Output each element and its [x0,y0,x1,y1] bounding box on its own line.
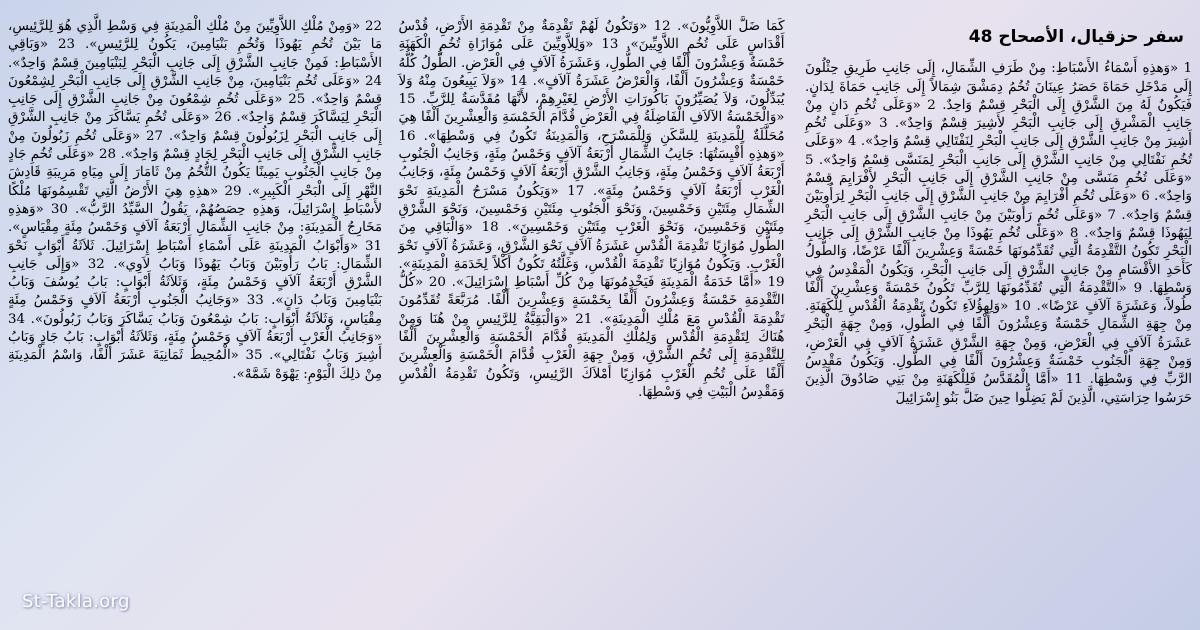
column-middle [397,4,787,626]
page [6,4,1194,626]
column-left [6,4,384,626]
column-right-text: 1 «وَهذِهِ أَسْمَاءُ الأَسْبَاطِ: مِنْ طَرَفِ الشِّمَالِ، إِلَى جَانِبِ طَرِيقِ حِثْلُونَ إِلَى مَدْخَلِ حَمَاةَ حَصَرُ عِينَانَ تُخُمُ دِمَشْقَ شِمَالاً إِلَى جَانِبِ حَمَاةَ لِدَانٍ. فَيَكُونُ لَهُ مِنَ الشَّرْقِ إِلَى الْبَحْرِ قِسْمٌ وَاحِدٌ. 2 «وَعَلَى تُخُمِ دَانٍ مِنْ جَانِبِ الْمَشْرِقِ إِلَى جَانِبِ الْبَحْرِ لأَشِيرَ قِسْمٌ وَاحِدٌ». 3 «وَعَلَى تُخُمِ أَشِيرَ مِنْ جَانِبِ الشَّرْقِ إِلَى جَانِبِ الْبَحْرِ لِنَفْتَالِي قِسْمٌ وَاحِدٌ». 4 «وَعَلَى تُخُمِ نَفْتَالِي مِنْ جَانِبِ الشَّرْقِ إِلَى جَانِبِ الْبَحْرِ لِمَنَسَّى قِسْمٌ وَاحِدٌ». 5 «وَعَلَى تُخُمِ مَنَسَّى مِنْ جَانِبِ الشَّرْقِ إِلَى جَانِبِ الْبَحْرِ لأَفْرَايِمَ قِسْمٌ وَاحِدٌ». 6 «وَعَلَى تُخُمِ أَفْرَايِمَ مِنْ جَانِبِ الشَّرْقِ إِلَى جَانِبِ الْبَحْرِ لِرَأُوبَيْنَ قِسْمٌ وَاحِدٌ». 7 «وَعَلَى تُخُمِ رَأُوبَيْنَ مِنْ جَانِبِ الشَّرْقِ إِلَى جَانِبِ الْبَحْرِ لِيَهُوذَا قِسْمٌ وَاحِدٌ». 8 «وَعَلَى تُخُمِ يَهُوذَا مِنْ جَانِبِ الشَّرْقِ إِلَى جَانِبِ الْبَحْرِ تَكُونُ التَّقْدِمَةُ الَّتِي تُقَدِّمُونَهَا خَمْسَةً وَعِشْرِينَ أَلْفًا عَرْضًا، وَالطُّولُ كَأَحَدِ الأَقْسَامِ مِنْ جَانِبِ الشَّرْقِ إِلَى جَانِبِ الْبَحْرِ، وَيَكُونُ الْمَقْدِسُ فِي وَسْطِهَا. 9 «التَّقْدِمَةُ الَّتِي تُقَدِّمُونَهَا لِلرَّبِّ تَكُونُ خَمْسَةً وَعِشْرِينَ أَلْفًا طُولاً، وَعَشَرَةَ آلاَفٍ عَرْضًا». 10 «وَلِهؤُلاَءِ تَكُونُ تَقْدِمَةُ الْقُدْسِ لِلْكَهَنَةِ. مِنْ جِهَةِ الشِّمَالِ خَمْسَةٌ وَعِشْرُونَ أَلْفًا فِي الطُّولِ، وَمِنْ جِهَةِ الْبَحْرِ عَشَرَةُ آلاَفٍ فِي الْعَرْضِ، وَمِنْ جِهَةِ الشَّرْقِ عَشَرَةُ آلاَفٍ فِي الْعَرْضِ، وَمِنْ جِهَةِ الْجَنُوبِ خَمْسَةٌ وَعِشْرُونَ أَلْفًا فِي الطُّولِ. وَيَكُونُ مَقْدِسُ الرَّبِّ فِي وَسْطِهَا. 11 «أَمَّا الْمُقَدَّسُ فَلِلْكَهَنَةِ مِنْ بَنِي صَادُوقَ الَّذِينَ حَرَسُوا حِرَاسَتِي، الَّذِينَ لَمْ يَضِلُّوا حِينَ ضَلَّ بَنُو إِسْرَائِيلَ [805,61,1193,406]
column-left-text: 22 «وَمِنْ مُلْكِ اللاَّوِيِّينَ مِنْ مُلْكِ الْمَدِينَةِ فِي وَسْطِ الَّذِي هُوَ لِلرَّئِيسِ، مَا بَيْنَ تُخُمِ يَهُوذَا وَتُخُمِ بَنْيَامِينَ، يَكُونُ لِلرَّئِيسِ». 23 «وَبَاقِي الأَسْبَاطِ: فَمِنْ جَانِبِ الشَّرْقِ إِلَى جَانِبِ الْبَحْرِ لِبَنْيَامِينَ قِسْمٌ وَاحِدٌ». 24 «وَعَلَى تُخُمِ بَنْيَامِينَ، مِنْ جَانِبِ الشَّرْقِ إِلَى جَانِبِ الْبَحْرِ لِشِمْعُونَ قِسْمٌ وَاحِدٌ». 25 «وَعَلَى تُخُمِ شِمْعُونَ مِنْ جَانِبِ الشَّرْقِ إِلَى جَانِبِ الْبَحْرِ لِيَسَّاكَرَ قِسْمٌ وَاحِدٌ». 26 «وَعَلَى تُخُمِ يَسَّاكَرَ مِنْ جَانِبِ الشَّرْقِ إِلَى جَانِبِ الْبَحْرِ لِزَبُولُونَ قِسْمٌ وَاحِدٌ». 27 «وَعَلَى تُخُمِ زَبُولُونَ مِنْ جَانِبِ الشَّرْقِ إِلَى جَانِبِ الْبَحْرِ لِجَادٍ قِسْمٌ وَاحِدٌ». 28 «وَعَلَى تُخُمِ جَادٍ مِنْ جَانِبِ الْجَنُوبِ يَمِينًا يَكُونُ التُّخُمُ مِنْ ثَامَارَ إِلَى مِيَاهِ مَرِيبَةِ قَادِشَ النَّهْرِ إِلَى الْبَحْرِ الْكَبِيرِ». 29 «هذِهِ هِيَ الأَرْضُ الَّتِي تَقْسِمُونَهَا مُلْكًا لأَسْبَاطِ إِسْرَائِيلَ، وَهذِهِ حِصَصُهُمْ، يَقُولُ السَّيِّدُ الرَّبُّ». 30 «وَهذِهِ مَخَارِجُ الْمَدِينَةِ: مِنْ جَانِبِ الشِّمَالِ أَرْبَعَةُ آلاَفٍ وَخَمْسُ مِئَةٍ مِقْيَاسٍ». 31 «وَأَبْوَابُ الْمَدِينَةِ عَلَى أَسْمَاءِ أَسْبَاطِ إِسْرَائِيلَ. ثَلاَثَةُ أَبْوَابٍ نَحْوَ الشِّمَالِ: بَابُ رَأُوبَيْنَ وَبَابُ يَهُوذَا وَبَابُ لاَوِي». 32 «وَإِلَى جَانِبِ الشَّرْقِ أَرْبَعَةُ آلاَفٍ وَخَمْسُ مِئَةٍ، وَثَلاَثَةُ أَبْوَابٍ: بَابُ يُوسُفَ وَبَابُ بَنْيَامِينَ وَبَابُ دَانٍ». 33 «وَجَانِبُ الْجَنُوبِ أَرْبَعَةُ آلاَفٍ وَخَمْسُ مِئَةٍ مِقْيَاسٍ، وَثَلاَثَةُ أَبْوَابٍ: بَابُ شِمْعُونَ وَبَابُ يَسَّاكَرَ وَبَابُ زَبُولُونَ». 34 «وَجَانِبُ الْغَرْبِ أَرْبَعَةُ آلاَفٍ وَخَمْسُ مِئَةٍ، وَثَلاَثَةُ أَبْوَابٍ: بَابُ جَادٍ وَبَابُ أَشِيرَ وَبَابُ نَفْتَالِي». 35 «الْمُحِيطُ ثَمَانِيَةَ عَشَرَ أَلْفًا، وَاسْمُ الْمَدِينَةِ مِنْ ذلِكَ الْيَوْمِ: يَهْوَهْ شَمَّهْ». [8,19,382,382]
site-watermark: St-Takla.org [22,591,130,612]
column-middle-text: كَمَا ضَلَّ اللاَّوِيُّونَ». 12 «وَتَكُونُ لَهُمْ تَقْدِمَةٌ مِنْ تَقْدِمَةِ الأَرْضِ، قُدْسُ أَقْدَاسٍ عَلَى تُخُمِ اللاَّوِيِّينَ». 13 «وَلِلاَّوِيِّينَ عَلَى مُوَازَاةِ تُخُمِ الْكَهَنَةِ خَمْسَةٌ وَعِشْرُونَ أَلْفًا فِي الطُّولِ، وَعَشَرَةُ آلاَفٍ فِي الْعَرْضِ. الطُّولُ كُلُّهُ خَمْسَةٌ وَعِشْرُونَ أَلْفًا، وَالْعَرْضُ عَشَرَةُ آلاَفٍ». 14 «وَلاَ يَبِيعُونَ مِنْهُ وَلاَ يُبَدِّلُونَ، وَلاَ يُصَيِّرُونَ بَاكُورَاتِ الأَرْضِ لِغَيْرِهِمْ، لأَنَّهَا مُقَدَّسَةٌ لِلرَّبِّ. 15 «وَالْخَمْسَةُ الآلاَفِ الْفَاضِلَةُ فِي الْعَرْضِ قُدَّامَ الْخَمْسَةِ وَالْعِشْرِينَ أَلْفًا هِيَ مُحَلَّلَةٌ لِلْمَدِينَةِ لِلسَّكَنِ وَلِلْمَسْرَحِ، وَالْمَدِينَةُ تَكُونُ فِي وَسْطِهَا». 16 «وَهذِهِ أَقْيِسَتُهَا: جَانِبُ الشِّمَالِ أَرْبَعَةُ آلاَفٍ وَخَمْسُ مِئَةٍ، وَجَانِبُ الْجَنُوبِ أَرْبَعَةُ آلاَفٍ وَخَمْسُ مِئَةٍ، وَجَانِبُ الشَّرْقِ أَرْبَعَةُ آلاَفٍ وَخَمْسُ مِئَةٍ، وَجَانِبُ الْغَرْبِ أَرْبَعَةُ آلاَفٍ وَخَمْسُ مِئَةٍ». 17 «وَيَكُونُ مَسْرَحُ الْمَدِينَةِ نَحْوَ الشِّمَالِ مِئَتَيْنِ وَخَمْسِينَ، وَنَحْوَ الْجَنُوبِ مِئَتَيْنِ وَخَمْسِينَ، وَنَحْوَ الشَّرْقِ مِئَتَيْنِ وَخَمْسِينَ، وَنَحْوَ الْغَرْبِ مِئَتَيْنِ وَخَمْسِينَ». 18 «وَالْبَاقِي مِنَ الطُّولِ مُوَازِيًا تَقْدِمَةَ الْقُدْسِ عَشَرَةُ آلاَفٍ نَحْوَ الشَّرْقِ، وَعَشَرَةُ آلاَفٍ نَحْوَ الْغَرْبِ. وَيَكُونُ مُوَازِيًا تَقْدِمَةَ الْقُدْسِ، وَغَلَّتُهُ تَكُونُ أَكْلاً لِخَدَمَةِ الْمَدِينَةِ». 19 «أَمَّا خَدَمَةُ الْمَدِينَةِ فَيَخْدِمُونَهَا مِنْ كُلِّ أَسْبَاطِ إِسْرَائِيلَ». 20 «كُلُّ التَّقْدِمَةِ خَمْسَةٌ وَعِشْرُونَ أَلْفًا بِخَمْسَةٍ وَعِشْرِينَ أَلْفًا. مُرَبَّعَةً تُقَدِّمُونَ تَقْدِمَةَ الْقُدْسِ مَعَ مُلْكِ الْمَدِينَةِ». 21 «وَالْبَقِيَّةُ لِلرَّئِيسِ مِنْ هُنَا وَمِنْ هُنَاكَ لِتَقْدِمَةِ الْقُدْسِ وَلِمُلْكِ الْمَدِينَةِ قُدَّامَ الْخَمْسَةِ وَالْعِشْرِينَ أَلْفًا لِلتَّقْدِمَةِ إِلَى تُخُمِ الشَّرْقِ، وَمِنْ جِهَةِ الْغَرْبِ قُدَّامَ الْخَمْسَةِ وَالْعِشْرِينَ أَلْفًا عَلَى تُخُمِ الْغَرْبِ مُوَازِيًا أَمْلاَكَ الرَّئِيسِ، وَتَكُونُ تَقْدِمَةُ الْقُدْسِ وَمَقْدِسُ الْبَيْتِ فِي وَسْطِهَا. [398,19,785,400]
column-right [799,4,1194,626]
page-title: سفر حزقيال، الأصحاح 48 [968,27,1184,47]
